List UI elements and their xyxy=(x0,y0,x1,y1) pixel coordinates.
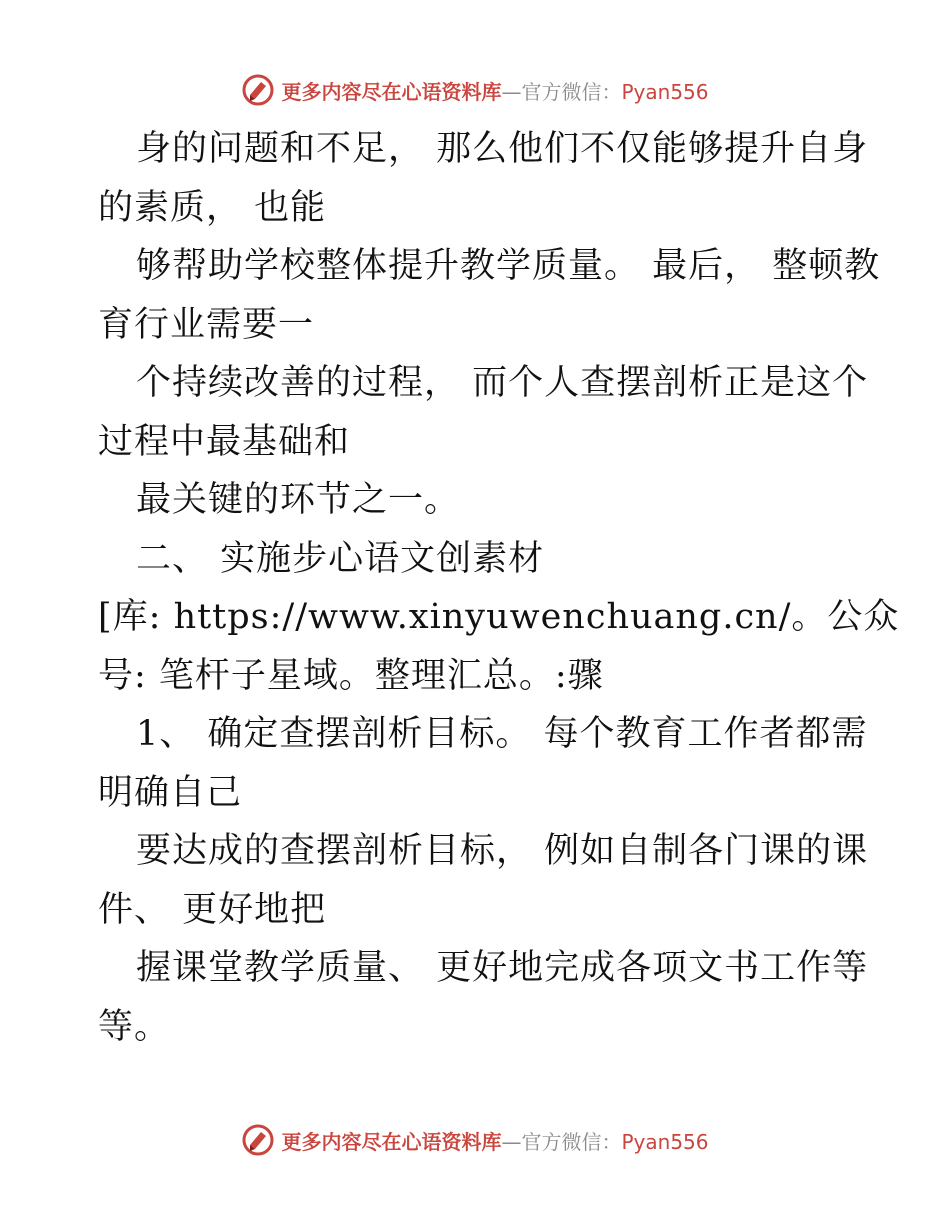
header-banner xyxy=(0,70,950,110)
banner-dash: — xyxy=(501,79,522,104)
text-line: 号: 笔杆子星域。整理汇总。:骤 xyxy=(98,655,604,696)
banner-wechat-id: Pyan556 xyxy=(621,79,709,104)
banner-slogan: 更多内容尽在心语资料库 xyxy=(281,1129,502,1154)
banner-dash: — xyxy=(501,1129,522,1154)
banner-text-group xyxy=(281,76,708,105)
text-line: 等。 xyxy=(98,1006,171,1047)
text-line: 够帮助学校整体提升教学质量。 最后， 整顿教 xyxy=(136,246,881,286)
text-line: 育行业需要一 xyxy=(98,304,315,345)
text-line: 的素质， 也能 xyxy=(98,187,327,228)
text-line: 明确自己 xyxy=(98,772,243,813)
text-line: 1、 确定查摆剖析目标。 每个教育工作者都需 xyxy=(136,714,868,754)
section-heading: 二、 实施步心语文创素材 xyxy=(136,538,545,579)
text-line: 最关键的环节之一。 xyxy=(136,480,461,520)
text-line: 个持续改善的过程， 而个人查摆剖析正是这个 xyxy=(136,363,869,403)
banner-slogan: 更多内容尽在心语资料库 xyxy=(281,79,502,104)
brand-logo-icon xyxy=(241,1123,275,1157)
brand-logo-icon xyxy=(241,73,275,107)
text-line: 要达成的查摆剖析目标， 例如自制各门课的课 xyxy=(136,831,869,871)
text-line: 身的问题和不足， 那么他们不仅能够提升自身 xyxy=(136,129,869,169)
banner-text-group xyxy=(281,1126,708,1155)
text-line: 过程中最基础和 xyxy=(98,421,351,462)
text-line: 件、 更好地把 xyxy=(98,889,327,930)
banner-wechat-label: 官方微信： xyxy=(521,79,622,104)
banner-wechat-id: Pyan556 xyxy=(621,1129,709,1154)
footer-banner xyxy=(0,1120,950,1160)
document-body xyxy=(98,120,900,1056)
text-line: [库: https://www.xinyuwenchuang.cn/。公众 xyxy=(98,597,900,637)
text-line: 握课堂教学质量、 更好地完成各项文书工作等 xyxy=(136,948,869,988)
banner-wechat-label: 官方微信： xyxy=(521,1129,622,1154)
